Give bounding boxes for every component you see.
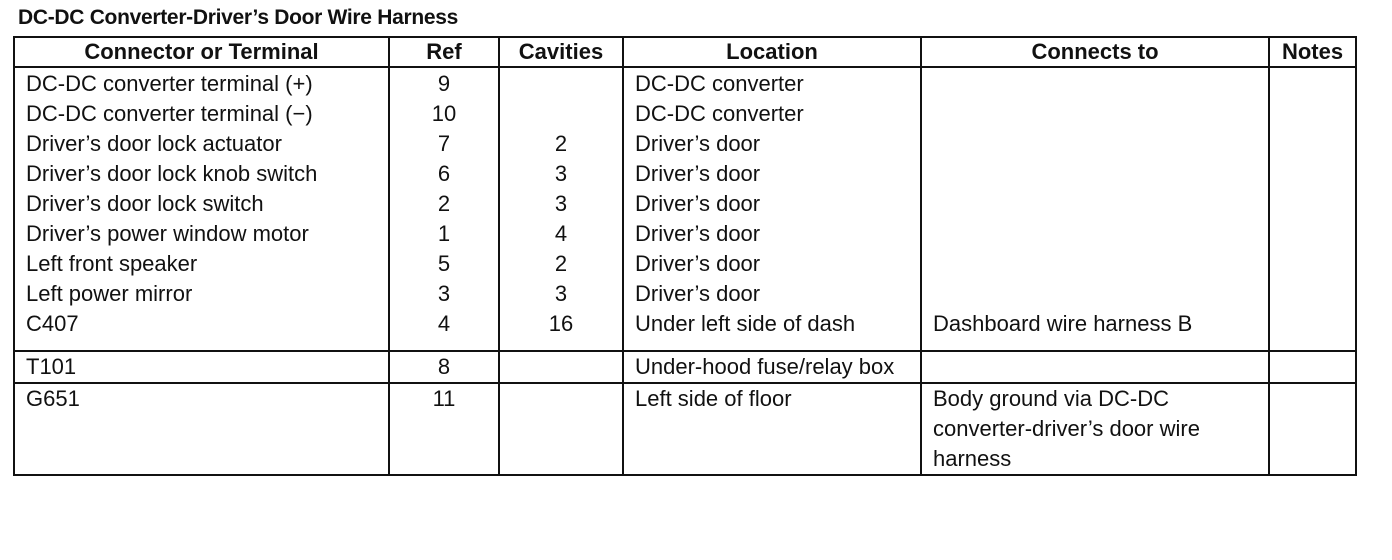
cell-cavities: 3 [499, 159, 623, 189]
table-row [14, 279, 1356, 309]
cell-terminal: Driver’s door lock actuator [14, 129, 389, 159]
cell-terminal: Driver’s door lock switch [14, 189, 389, 219]
cell-notes [1269, 279, 1356, 309]
table-row [14, 309, 1356, 351]
cell-ref: 11 [389, 383, 499, 475]
cell-ref: 6 [389, 159, 499, 189]
cell-connects-to [921, 159, 1269, 189]
cell-terminal: Left power mirror [14, 279, 389, 309]
col-header-notes: Notes [1269, 37, 1356, 67]
cell-connects-to [921, 189, 1269, 219]
cell-cavities [499, 67, 623, 99]
cell-ref: 10 [389, 99, 499, 129]
cell-ref: 1 [389, 219, 499, 249]
cell-cavities: 2 [499, 249, 623, 279]
cell-connects-to [921, 67, 1269, 99]
cell-cavities: 3 [499, 279, 623, 309]
cell-ref: 8 [389, 351, 499, 383]
table-row [14, 351, 1356, 383]
table-row [14, 67, 1356, 99]
cell-connects-to [921, 219, 1269, 249]
cell-cavities: 4 [499, 219, 623, 249]
cell-notes [1269, 249, 1356, 279]
cell-location: Driver’s door [623, 249, 921, 279]
cell-connects-to [921, 249, 1269, 279]
header-row [14, 37, 1356, 67]
table-row [14, 99, 1356, 129]
cell-cavities: 16 [499, 309, 623, 351]
cell-cavities [499, 351, 623, 383]
table-row [14, 249, 1356, 279]
cell-connects-to: Dashboard wire harness B [921, 309, 1269, 351]
col-header-cavities: Cavities [499, 37, 623, 67]
cell-ref: 9 [389, 67, 499, 99]
cell-notes [1269, 129, 1356, 159]
table-row [14, 189, 1356, 219]
cell-connects-to [921, 279, 1269, 309]
cell-location: Under-hood fuse/relay box [623, 351, 921, 383]
cell-cavities: 3 [499, 189, 623, 219]
cell-cavities: 2 [499, 129, 623, 159]
harness-table [13, 36, 1357, 476]
cell-ref: 2 [389, 189, 499, 219]
cell-ref: 4 [389, 309, 499, 351]
cell-connects-to: Body ground via DC-DC converter-driver’s door wire harness [921, 383, 1269, 475]
cell-notes [1269, 67, 1356, 99]
cell-connects-to [921, 129, 1269, 159]
cell-terminal: Driver’s door lock knob switch [14, 159, 389, 189]
cell-notes [1269, 309, 1356, 351]
table-row [14, 383, 1356, 475]
cell-terminal: Left front speaker [14, 249, 389, 279]
table-row [14, 219, 1356, 249]
col-header-location: Location [623, 37, 921, 67]
cell-location: Driver’s door [623, 159, 921, 189]
col-header-ref: Ref [389, 37, 499, 67]
table-row [14, 159, 1356, 189]
cell-notes [1269, 383, 1356, 475]
cell-notes [1269, 219, 1356, 249]
cell-cavities [499, 383, 623, 475]
cell-terminal: DC-DC converter terminal (−) [14, 99, 389, 129]
cell-location: Left side of floor [623, 383, 921, 475]
cell-ref: 7 [389, 129, 499, 159]
cell-terminal: Driver’s power window motor [14, 219, 389, 249]
cell-ref: 3 [389, 279, 499, 309]
cell-cavities [499, 99, 623, 129]
cell-location: Driver’s door [623, 279, 921, 309]
cell-location: Driver’s door [623, 219, 921, 249]
table-title: DC-DC Converter-Driver’s Door Wire Harness [18, 6, 458, 29]
cell-ref: 5 [389, 249, 499, 279]
cell-notes [1269, 99, 1356, 129]
cell-terminal: T101 [14, 351, 389, 383]
cell-notes [1269, 159, 1356, 189]
cell-terminal: DC-DC converter terminal (+) [14, 67, 389, 99]
table-row [14, 129, 1356, 159]
cell-notes [1269, 189, 1356, 219]
cell-location: Driver’s door [623, 129, 921, 159]
cell-connects-to [921, 351, 1269, 383]
cell-location: Under left side of dash [623, 309, 921, 351]
cell-notes [1269, 351, 1356, 383]
cell-terminal: G651 [14, 383, 389, 475]
cell-connects-to [921, 99, 1269, 129]
cell-location: DC-DC converter [623, 99, 921, 129]
col-header-connects-to: Connects to [921, 37, 1269, 67]
cell-location: DC-DC converter [623, 67, 921, 99]
cell-terminal: C407 [14, 309, 389, 351]
cell-location: Driver’s door [623, 189, 921, 219]
col-header-connector: Connector or Terminal [14, 37, 389, 67]
